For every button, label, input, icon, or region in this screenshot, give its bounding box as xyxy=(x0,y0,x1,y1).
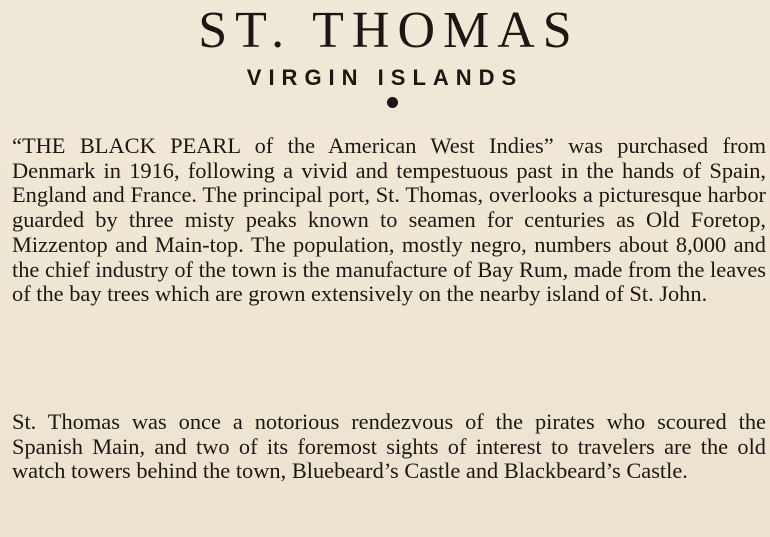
bullet-ornament-icon xyxy=(387,97,398,108)
body-paragraph: St. Thomas was once a notorious rendezvous of the pirates who scoured the Spanish Main, and two of its foremost sights of interest to travelers are the old watch towers behind the town, Bluebeard’s Castle and Blackbeard’s Castle. xyxy=(12,409,766,484)
page-subtitle: VIRGIN ISLANDS xyxy=(246,65,524,90)
body-paragraph: “THE BLACK PEARL of the American West Indies” was purchased from Denmark in 1916, following a vivid and tempestuous past in the hands of Spain, England and France. The principal port, St. Thomas, overlooks a picturesque harbor guarded by three misty peaks known to seamen for centuries as Old Foretop, Mizzentop and Main-top. The population, mostly negro, numbers about 8,000 and the chief industry of the town is the manufacture of Bay Rum, made from the leaves of the bay trees which are grown extensively on the nearby island of St. John. xyxy=(12,133,766,307)
page-title: ST. THOMAS xyxy=(198,2,580,59)
